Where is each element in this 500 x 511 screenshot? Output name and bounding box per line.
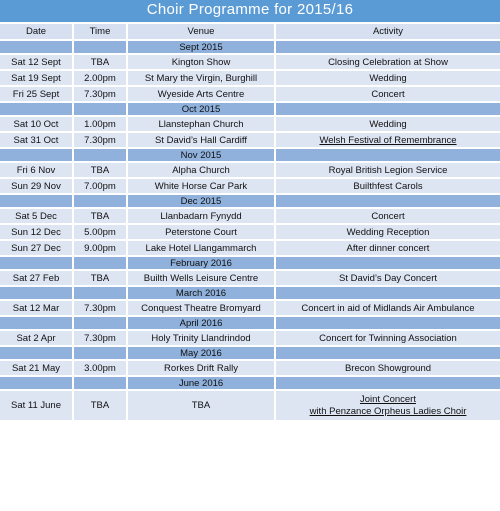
event-venue: White Horse Car Park — [128, 179, 276, 193]
event-activity — [276, 163, 500, 177]
month-spacer — [276, 347, 500, 359]
event-time: 7.00pm — [74, 179, 128, 193]
event-time: 9.00pm — [74, 241, 128, 255]
month-spacer — [0, 317, 74, 329]
event-venue: Peterstone Court — [128, 225, 276, 239]
event-activity — [276, 179, 500, 193]
programme-table — [0, 22, 500, 422]
event-date: Sun 29 Nov — [0, 179, 74, 193]
activity-text: Concert — [371, 210, 405, 222]
month-spacer — [0, 149, 74, 161]
event-row — [0, 241, 500, 255]
month-row — [0, 347, 500, 359]
activity-text: Concert — [371, 88, 405, 100]
event-venue: St Mary the Virgin, Burghill — [128, 71, 276, 85]
month-spacer — [74, 103, 128, 115]
month-label: May 2016 — [128, 347, 276, 359]
event-venue: St David’s Hall Cardiff — [128, 133, 276, 147]
event-row — [0, 331, 500, 345]
activity-text: After dinner concert — [346, 242, 430, 254]
month-row — [0, 317, 500, 329]
event-activity — [276, 117, 500, 131]
month-spacer — [0, 103, 74, 115]
event-date: Sat 12 Mar — [0, 301, 74, 315]
event-time: 2.00pm — [74, 71, 128, 85]
month-spacer — [74, 377, 128, 389]
event-date: Fri 6 Nov — [0, 163, 74, 177]
event-date: Sat 21 May — [0, 361, 74, 375]
month-spacer — [0, 377, 74, 389]
month-spacer — [276, 41, 500, 53]
event-activity — [276, 391, 500, 420]
event-activity — [276, 225, 500, 239]
event-row — [0, 271, 500, 285]
event-time: TBA — [74, 391, 128, 420]
event-date: Sat 27 Feb — [0, 271, 74, 285]
month-label: April 2016 — [128, 317, 276, 329]
event-row — [0, 179, 500, 193]
event-time: 7.30pm — [74, 133, 128, 147]
event-time: TBA — [74, 209, 128, 223]
activity-text: Closing Celebration at Show — [328, 56, 448, 68]
event-row — [0, 391, 500, 420]
month-spacer — [74, 149, 128, 161]
header-activity: Activity — [276, 24, 500, 39]
event-activity — [276, 301, 500, 315]
event-venue: Holy Trinity Llandrindod — [128, 331, 276, 345]
month-spacer — [0, 195, 74, 207]
event-activity — [276, 133, 500, 147]
month-spacer — [74, 317, 128, 329]
event-venue: Conquest Theatre Bromyard — [128, 301, 276, 315]
activity-text: Welsh Festival of Remembrance — [319, 134, 457, 146]
event-venue: Kington Show — [128, 55, 276, 69]
month-spacer — [276, 103, 500, 115]
month-label: Oct 2015 — [128, 103, 276, 115]
month-row — [0, 195, 500, 207]
event-activity — [276, 271, 500, 285]
month-row — [0, 149, 500, 161]
header-venue: Venue — [128, 24, 276, 39]
month-spacer — [0, 257, 74, 269]
month-label: June 2016 — [128, 377, 276, 389]
event-row — [0, 225, 500, 239]
activity-line-1: Joint Concert — [360, 393, 416, 405]
month-spacer — [276, 149, 500, 161]
month-spacer — [74, 257, 128, 269]
event-row — [0, 133, 500, 147]
month-label: Dec 2015 — [128, 195, 276, 207]
event-date: Sun 27 Dec — [0, 241, 74, 255]
event-activity — [276, 71, 500, 85]
event-activity — [276, 241, 500, 255]
event-venue: Llanstephan Church — [128, 117, 276, 131]
activity-text: Wedding Reception — [346, 226, 430, 238]
month-spacer — [0, 287, 74, 299]
month-spacer — [276, 287, 500, 299]
month-spacer — [276, 257, 500, 269]
activity-text: Concert in aid of Midlands Air Ambulance — [301, 302, 475, 314]
event-row — [0, 71, 500, 85]
event-time: TBA — [74, 55, 128, 69]
month-label: Nov 2015 — [128, 149, 276, 161]
event-activity — [276, 331, 500, 345]
event-row — [0, 163, 500, 177]
event-date: Sat 11 June — [0, 391, 74, 420]
event-activity — [276, 55, 500, 69]
event-date: Sat 19 Sept — [0, 71, 74, 85]
month-spacer — [74, 195, 128, 207]
programme-body — [0, 24, 500, 420]
event-activity — [276, 361, 500, 375]
month-spacer — [74, 347, 128, 359]
activity-text: Builthfest Carols — [353, 180, 423, 192]
month-spacer — [0, 41, 74, 53]
event-time: TBA — [74, 271, 128, 285]
event-date: Sat 5 Dec — [0, 209, 74, 223]
activity-text: Brecon Showground — [344, 362, 432, 374]
activity-text: St David’s Day Concert — [338, 272, 438, 284]
month-row — [0, 41, 500, 53]
event-venue: TBA — [128, 391, 276, 420]
event-row — [0, 117, 500, 131]
event-date: Sat 2 Apr — [0, 331, 74, 345]
month-row — [0, 257, 500, 269]
event-row — [0, 55, 500, 69]
event-venue: Lake Hotel Llangammarch — [128, 241, 276, 255]
event-venue: Wyeside Arts Centre — [128, 87, 276, 101]
month-label: February 2016 — [128, 257, 276, 269]
event-time: 7.30pm — [74, 301, 128, 315]
event-row — [0, 209, 500, 223]
event-row — [0, 87, 500, 101]
event-date: Sat 10 Oct — [0, 117, 74, 131]
event-time: 1.00pm — [74, 117, 128, 131]
header-row — [0, 24, 500, 39]
month-spacer — [74, 41, 128, 53]
activity-line-2: with Penzance Orpheus Ladies Choir — [309, 405, 467, 417]
activity-text: Royal British Legion Service — [328, 164, 448, 176]
event-row — [0, 361, 500, 375]
event-time: 3.00pm — [74, 361, 128, 375]
month-label: Sept 2015 — [128, 41, 276, 53]
month-row — [0, 287, 500, 299]
activity-text: Concert for Twinning Association — [319, 332, 457, 344]
event-date: Sat 12 Sept — [0, 55, 74, 69]
header-date: Date — [0, 24, 74, 39]
event-date: Sun 12 Dec — [0, 225, 74, 239]
activity-text: Wedding — [369, 118, 407, 130]
event-venue: Llanbadarn Fynydd — [128, 209, 276, 223]
event-time: 7.30pm — [74, 331, 128, 345]
month-row — [0, 103, 500, 115]
event-time: 5.00pm — [74, 225, 128, 239]
month-row — [0, 377, 500, 389]
event-venue: Builth Wells Leisure Centre — [128, 271, 276, 285]
event-row — [0, 301, 500, 315]
page-title: Choir Programme for 2015/16 — [0, 0, 500, 22]
event-time: TBA — [74, 163, 128, 177]
event-activity — [276, 209, 500, 223]
event-venue: Alpha Church — [128, 163, 276, 177]
month-spacer — [74, 287, 128, 299]
event-date: Sat 31 Oct — [0, 133, 74, 147]
month-spacer — [276, 195, 500, 207]
header-time: Time — [74, 24, 128, 39]
month-spacer — [276, 317, 500, 329]
month-spacer — [0, 347, 74, 359]
event-activity — [276, 87, 500, 101]
event-time: 7.30pm — [74, 87, 128, 101]
month-spacer — [276, 377, 500, 389]
activity-text: Wedding — [369, 72, 407, 84]
month-label: March 2016 — [128, 287, 276, 299]
event-date: Fri 25 Sept — [0, 87, 74, 101]
event-venue: Rorkes Drift Rally — [128, 361, 276, 375]
